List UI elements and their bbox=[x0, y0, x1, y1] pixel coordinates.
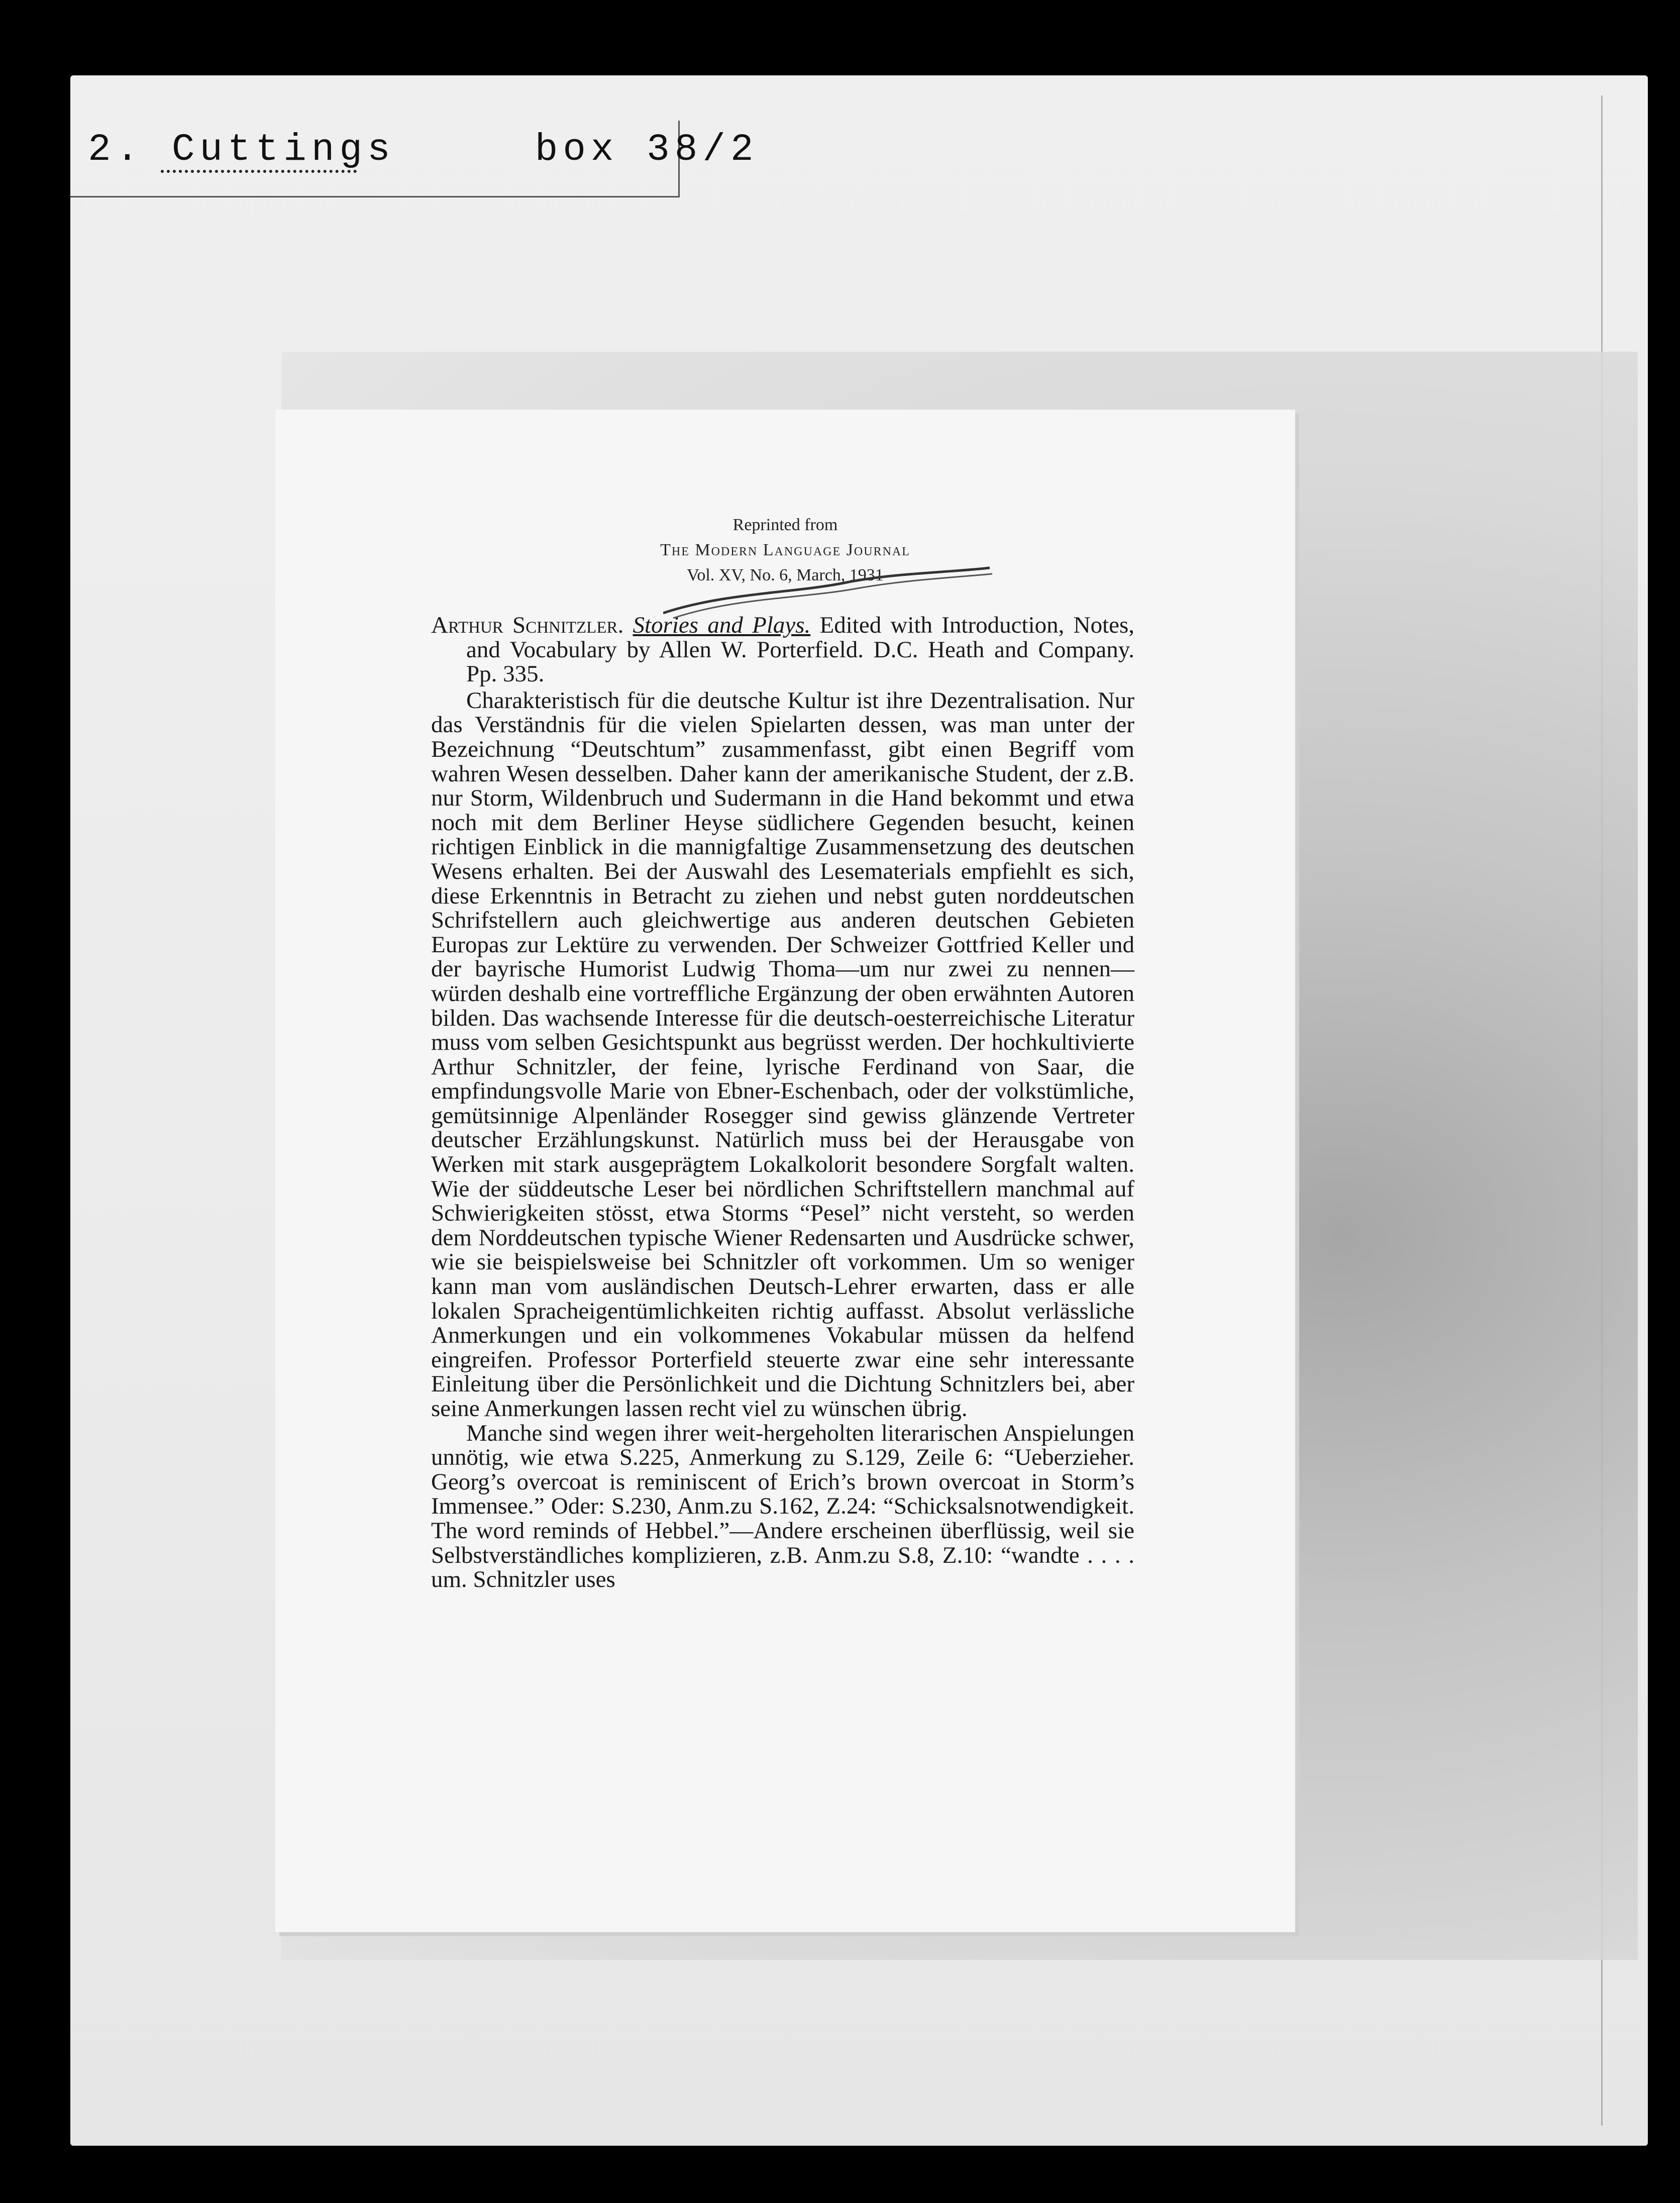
label-underline bbox=[161, 170, 357, 173]
journal-clipping bbox=[275, 410, 1295, 1932]
paragraph-2: Manche sind wegen ihrer weit-hergeholten literarischen Anspielungen unnötig, wie etwa S.225, Anmerkung zu S.129, Zeile 6: “Ueberzieher. Georg’s overcoat is reminiscent of Erich’s brown overcoat in Storm’s Immensee.” Oder: S.230, Anm.zu S.162, Z.24: “Schicksalsnotwendigkeit. The word reminds of Hebbel.”—Andere erscheinen überflüssig, weil sie Selbstverständliches komplizieren, z.B. Anm.zu S.8, Z.10: “wandte . . . . um. Schnitzler uses bbox=[431, 1420, 1134, 1593]
pencil-squiggle bbox=[663, 563, 995, 623]
volume-info: Vol. XV, No. 6, March, 1931 bbox=[687, 566, 884, 584]
citation bbox=[431, 613, 1134, 686]
citation-details: Edited with Introduction, Notes, and Vocabulary by Allen W. Porterfield. D.C. Heath and Company. Pp. 335. bbox=[466, 612, 1135, 687]
paragraph-1: Charakteristisch für die deutsche Kultur ist ihre Dezentralisation. Nur das Verständnis für die vielen Spielarten dessen, was man unter der Bezeichnung “Deutschtum” zusammenfasst, gibt einen Begriff vom wahren Wesen desselben. Daher kann der amerikanische Student, der z.B. nur Storm, Wildenbruch und Sudermann in die Hand bekommt und etwa noch mit dem Berliner Heyse südlichere Gegenden besucht, keinen richtigen Einblick in die mannigfaltige Zusammensetzung des deutschen Wesens erhalten. Bei der Auswahl des Lesematerials empfiehlt es sich, diese Erkenntnis in Betracht zu ziehen und nebst guten norddeutschen Schrifstellern auch gleichwertige aus anderen deutschen Gebieten Europas zur Lektüre zu verwenden. Der Schweizer Gottfried Keller und der bayrische Humorist Ludwig Thoma—um nur zwei zu nennen—würden deshalb eine vortreffliche Ergänzung der oben erwähnten Autoren bilden. Das wachsende Interesse für die deutsch-oesterreichische Literatur muss vom selben Gesichtspunkt aus begrüsst werden. Der hochkultivierte Arthur Schnitzler, der feine, lyrische Ferdinand von Saar, die empfindungsvolle Marie von Ebner-Eschenbach, oder der volkstümliche, gemütsinnige Alpenländer Rosegger sind gewiss glänzende Vertreter deutscher Erzählungskunst. Natürlich muss bei der Herausgabe von Werken mit stark ausgeprägtem Lokalkolorit besondere Sorgfalt walten. Wie der süddeutsche Leser bei nördlichen Schriftstellern manchmal auf Schwierigkeiten stösst, etwa Storms “Pesel” nicht versteht, so werden dem Norddeutschen typische Wiener Redensarten und Ausdrücke schwer, wie sie beispielsweise bei Schnitzler oft vorkommen. Um so weniger kann man vom ausländischen Deutsch-Lehrer erwarten, dass er alle lokalen Spracheigentümlichkeiten richtig auffasst. Absolut verlässliche Anmerkungen und ein volkommenes Vokabular müssen da helfend eingreifen. Professor Porterfield steuerte zwar eine sehr interessante Einleitung über die Persönlichkeit und die Dichtung Schnitzlers bei, aber seine Anmerkungen lassen recht viel zu wünschen übrig. bbox=[431, 687, 1134, 1422]
journal-title: The Modern Language Journal bbox=[660, 541, 910, 559]
folder-label: 2. Cuttings box 38/2 bbox=[88, 128, 759, 171]
review-text bbox=[431, 613, 1134, 1592]
reprint-line-1: Reprinted from bbox=[732, 516, 838, 534]
citation-author: Arthur Schnitzler. bbox=[431, 612, 624, 638]
citation-title: Stories and Plays. bbox=[633, 612, 811, 638]
